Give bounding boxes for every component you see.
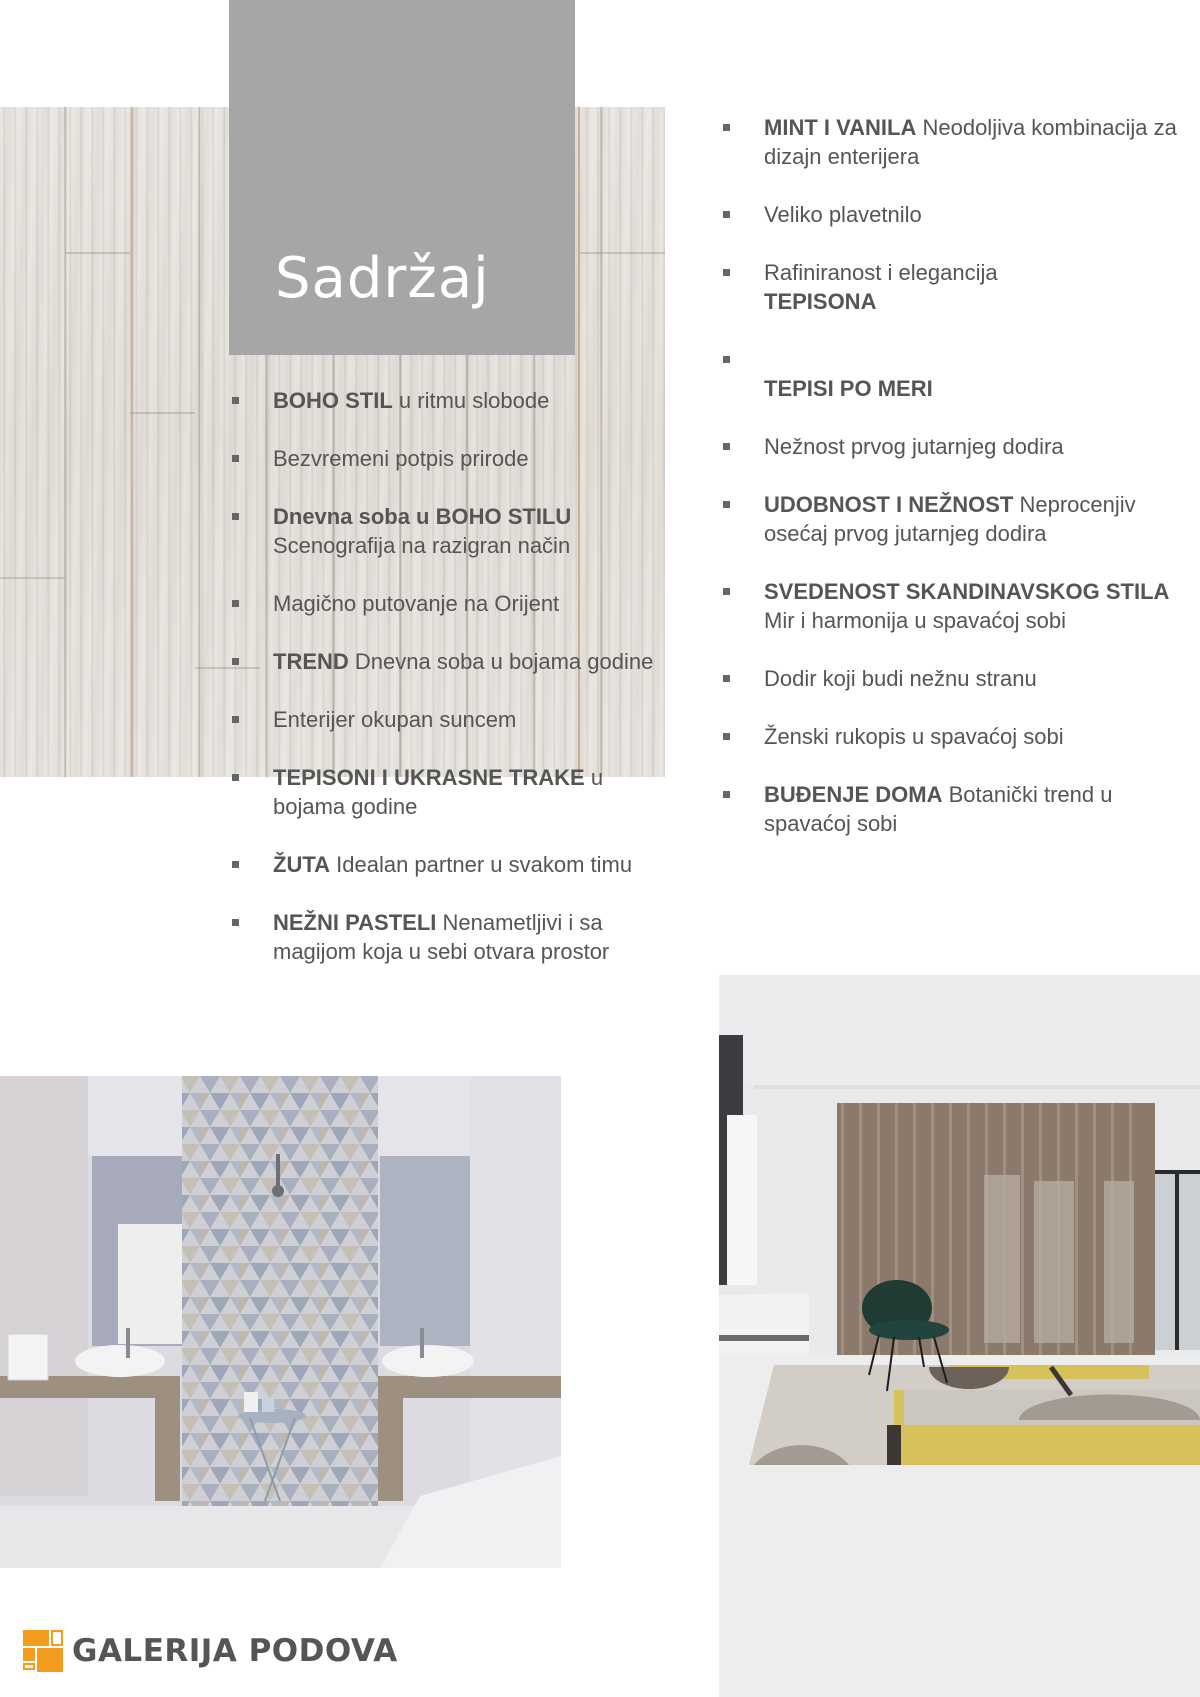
toc-item bbox=[764, 664, 1184, 693]
bullet-icon bbox=[232, 716, 239, 723]
toc-item bbox=[764, 490, 1184, 548]
toc-item bbox=[764, 345, 1184, 374]
brand-logo bbox=[23, 1630, 398, 1672]
bullet-icon bbox=[723, 211, 730, 218]
bullet-icon bbox=[232, 774, 239, 781]
toc-item-heading: TEPISI PO MERI bbox=[764, 376, 933, 401]
toc-item bbox=[764, 577, 1184, 635]
toc-item bbox=[764, 432, 1184, 461]
page-title: Sadržaj bbox=[275, 246, 490, 311]
plank-joint bbox=[65, 252, 130, 254]
toc-item-text: Rafiniranost i elegancija bbox=[764, 260, 998, 285]
toc-item bbox=[273, 502, 673, 560]
toc-item-text: u ritmu slobode bbox=[392, 388, 550, 413]
bullet-icon bbox=[723, 124, 730, 131]
toc-item-heading: Dnevna soba u BOHO STILU bbox=[273, 504, 572, 529]
toc-item-text: Dodir koji budi nežnu stranu bbox=[764, 666, 1037, 691]
bullet-icon bbox=[723, 443, 730, 450]
toc-item-heading: ŽUTA bbox=[273, 852, 331, 877]
toc-item-heading: UDOBNOST I NEŽNOST bbox=[764, 492, 1014, 517]
toc-item-heading: TREND bbox=[273, 649, 349, 674]
brand-name: GALERIJA PODOVA bbox=[72, 1633, 398, 1669]
bullet-icon bbox=[232, 600, 239, 607]
toc-item-text: Scenografija na razigran način bbox=[273, 533, 571, 558]
plank-joint bbox=[130, 412, 195, 414]
toc-item-heading: MINT I VANILA bbox=[764, 115, 917, 140]
wood-grain-accent bbox=[130, 107, 132, 777]
bullet-icon bbox=[232, 658, 239, 665]
toc-item-text: Botanički trend u spavaćoj sobi bbox=[764, 782, 1113, 836]
toc-item bbox=[273, 705, 673, 734]
toc-item-heading: BUĐENJE DOMA bbox=[764, 782, 943, 807]
toc-item bbox=[273, 908, 673, 966]
toc-item-heading: BOHO STIL bbox=[273, 388, 393, 413]
toc-list-right bbox=[764, 113, 1184, 867]
toc-item bbox=[273, 647, 673, 676]
toc-item bbox=[273, 850, 673, 879]
toc-item bbox=[273, 589, 673, 618]
plank-joint bbox=[195, 667, 260, 669]
toc-item-text: Neodoljiva kombinacija za dizajn enterijera bbox=[764, 115, 1177, 169]
toc-item bbox=[764, 200, 1184, 229]
toc-item-text: Magično putovanje na Orijent bbox=[273, 591, 560, 616]
toc-item-heading: TEPISONI I UKRASNE TRAKE bbox=[273, 765, 585, 790]
bullet-icon bbox=[723, 501, 730, 508]
toc-item-heading: SVEDENOST SKANDINAVSKOG STILA bbox=[764, 579, 1170, 604]
bullet-icon bbox=[232, 397, 239, 404]
toc-item bbox=[764, 258, 1184, 316]
living-room-illustration bbox=[719, 975, 1200, 1697]
toc-item-text: Nežnost prvog jutarnjeg dodira bbox=[764, 434, 1064, 459]
toc-item-heading: NEŽNI PASTELI bbox=[273, 910, 437, 935]
toc-list-left bbox=[273, 386, 673, 995]
bullet-icon bbox=[723, 356, 730, 363]
toc-item-text: Bezvremeni potpis prirode bbox=[273, 446, 529, 471]
plank-joint bbox=[580, 252, 665, 254]
toc-item-text: Ženski rukopis u spavaćoj sobi bbox=[764, 724, 1064, 749]
bullet-icon bbox=[723, 588, 730, 595]
bullet-icon bbox=[232, 919, 239, 926]
bullet-icon bbox=[232, 861, 239, 868]
toc-item-text: Enterijer okupan suncem bbox=[273, 707, 517, 732]
bullet-icon bbox=[232, 455, 239, 462]
toc-item-text: Idealan partner u svakom timu bbox=[330, 852, 633, 877]
bathroom-illustration bbox=[0, 1076, 561, 1568]
tiles-logo-icon bbox=[23, 1630, 63, 1672]
bullet-icon bbox=[232, 513, 239, 520]
toc-item-text: Veliko plavetnilo bbox=[764, 202, 922, 227]
toc-item bbox=[273, 444, 673, 473]
living-room-photo bbox=[719, 975, 1200, 1697]
toc-item bbox=[764, 780, 1184, 838]
toc-item-text: Neprocenjiv osećaj prvog jutarnjeg dodira bbox=[764, 492, 1136, 546]
toc-item bbox=[273, 386, 673, 415]
bathroom-photo bbox=[0, 1076, 561, 1568]
toc-item-text: u bojama godine bbox=[273, 765, 604, 819]
toc-item-heading: TEPISONA bbox=[764, 289, 877, 314]
toc-item bbox=[764, 113, 1184, 171]
toc-item-text: Dnevna soba u bojama godine bbox=[348, 649, 654, 674]
toc-item bbox=[764, 722, 1184, 751]
toc-item bbox=[764, 374, 1184, 403]
toc-item-text: Mir i harmonija u spavaćoj sobi bbox=[764, 608, 1067, 633]
title-block bbox=[229, 0, 575, 355]
toc-item bbox=[273, 763, 673, 821]
toc-item-text: Nenametljivi i sa magijom koja u sebi otvara prostor bbox=[273, 910, 610, 964]
bullet-icon bbox=[723, 269, 730, 276]
plank-joint bbox=[0, 577, 65, 579]
bullet-icon bbox=[723, 733, 730, 740]
bullet-icon bbox=[723, 675, 730, 682]
bullet-icon bbox=[723, 791, 730, 798]
